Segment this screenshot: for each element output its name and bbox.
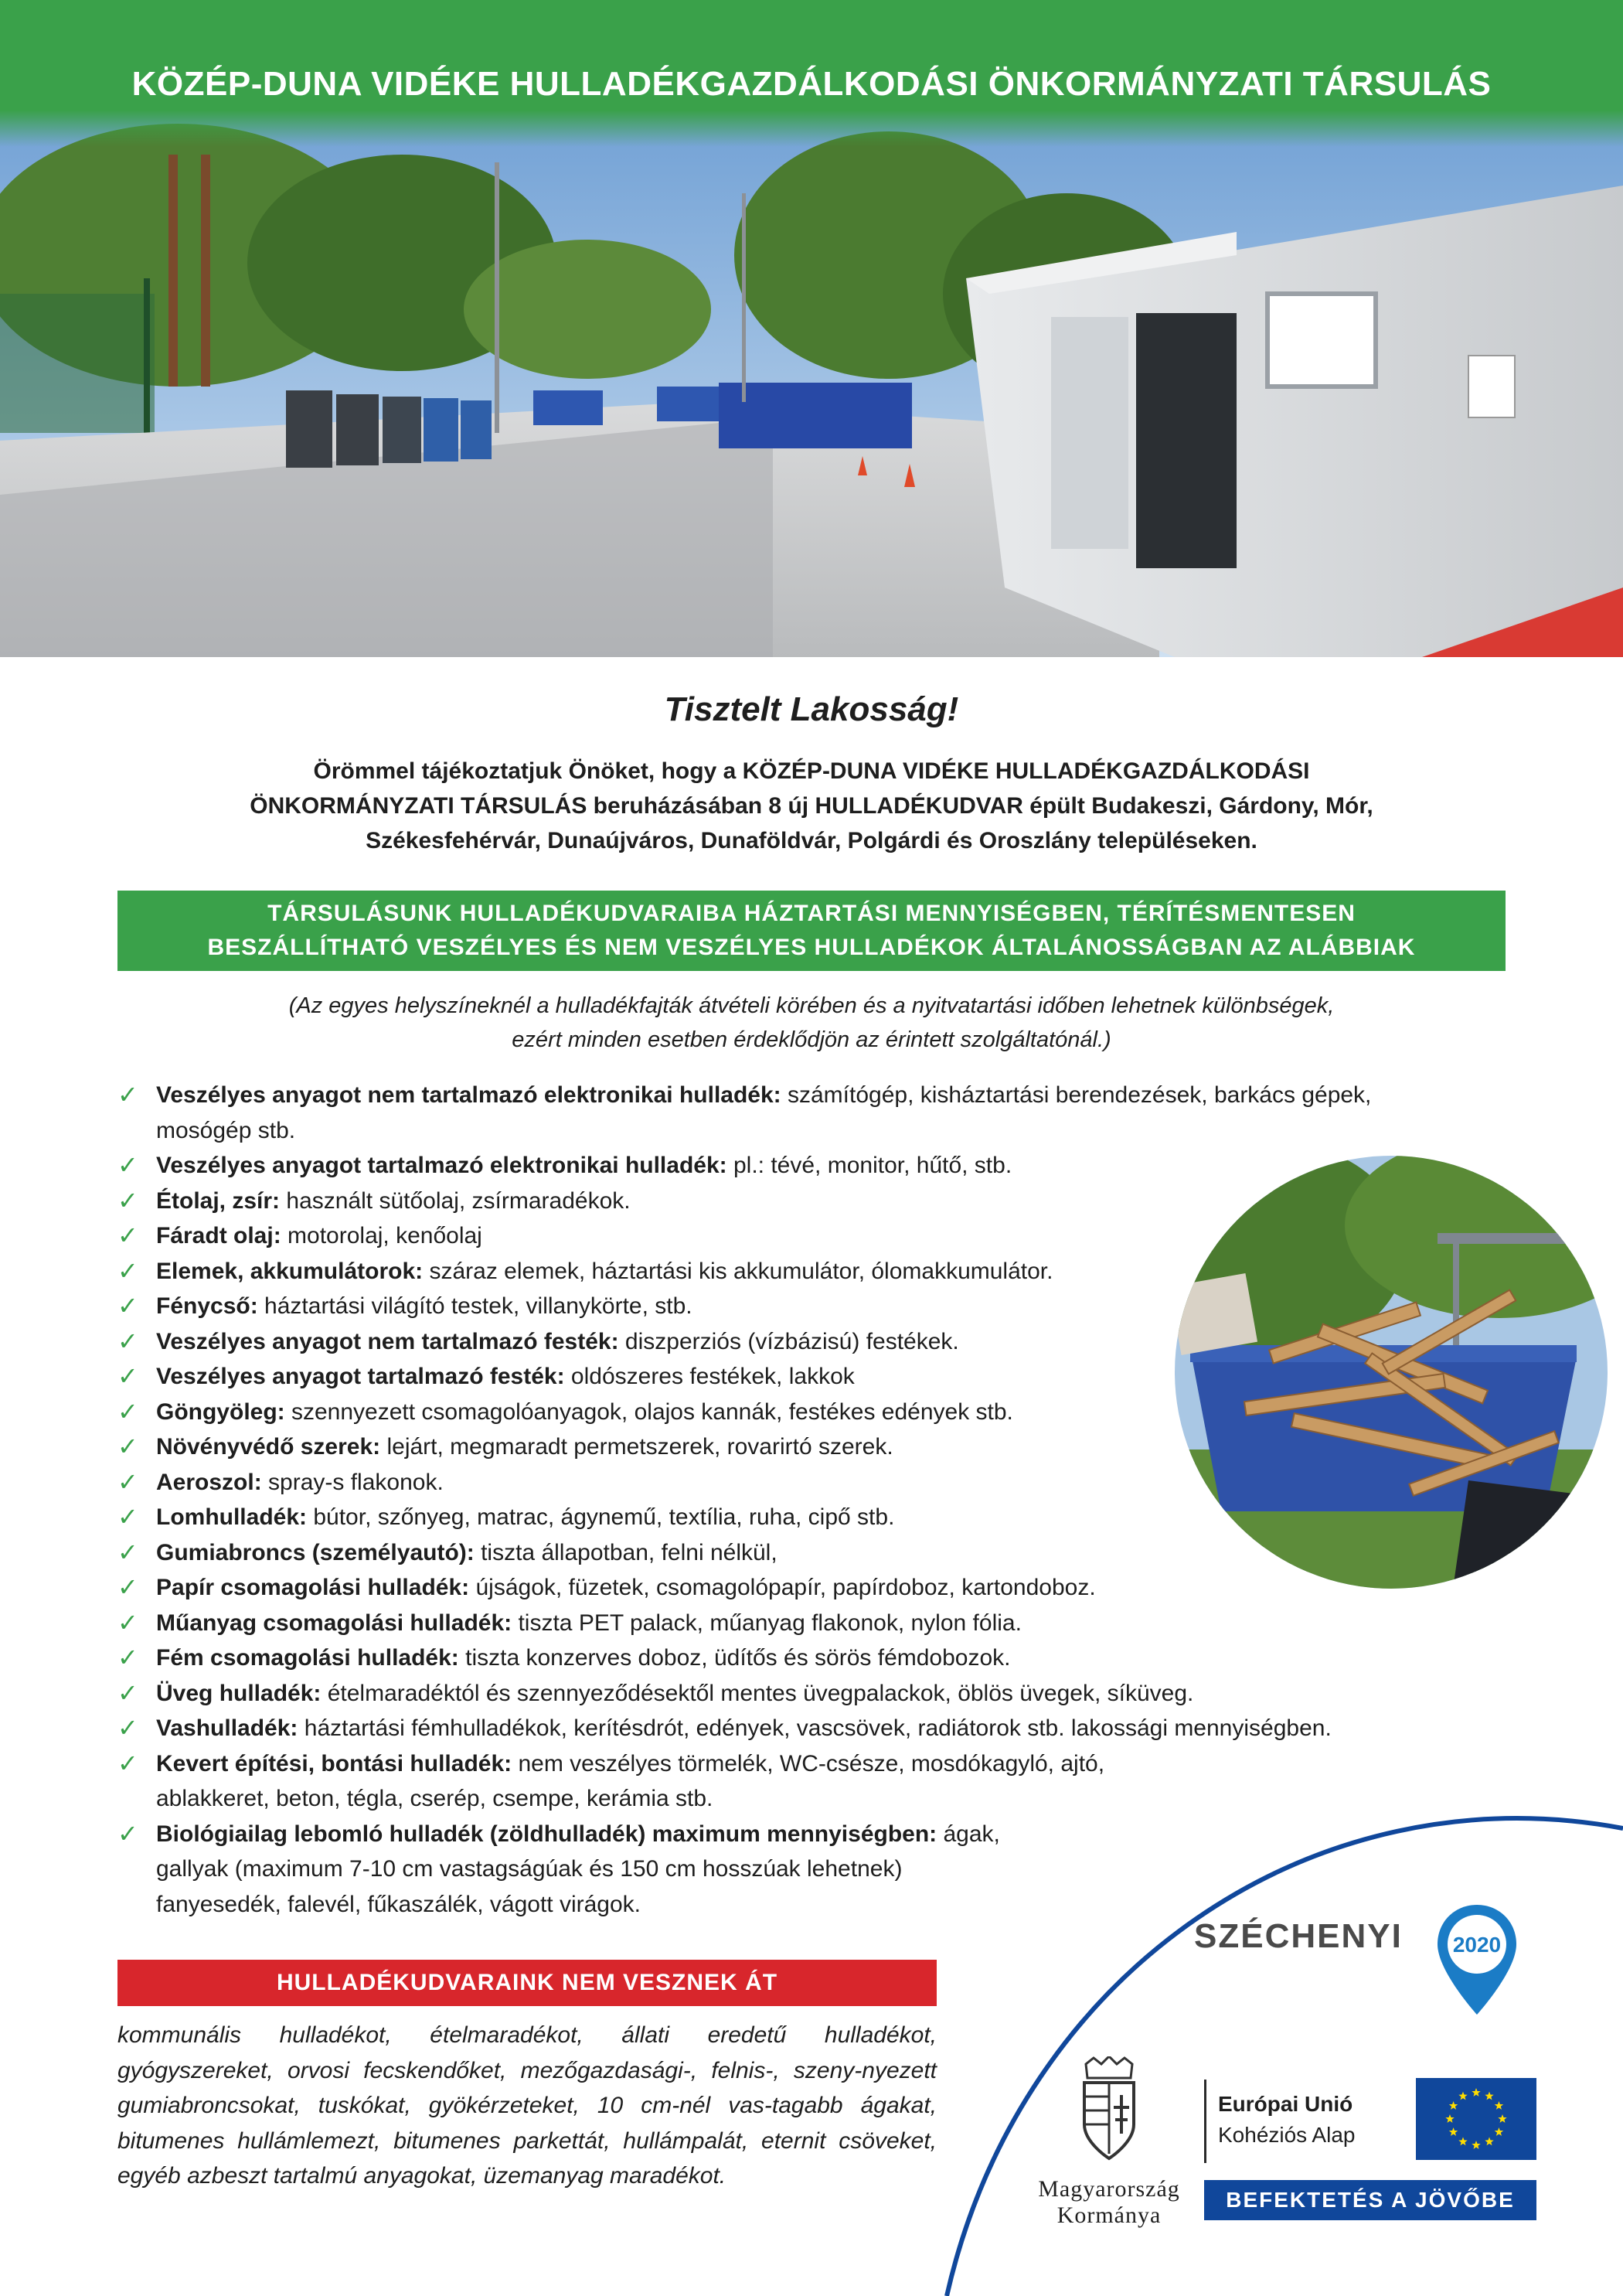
szechenyi-2020-pin-icon [1434,1902,1519,2018]
eu-fund-name: Kohéziós Alap [1218,2123,1356,2147]
list-item [116,1676,1507,1712]
item-text: diszperziós (vízbázisú) festékek. [618,1328,959,1354]
check-icon: ✓ [117,1256,138,1285]
hungarian-coat-of-arms-icon [1070,2056,1148,2165]
intro-line: ÖNKORMÁNYZATI TÁRSULÁS beruházásában 8 új HULLADÉKUDVAR épült Budakeszi, Gárdony, Mór, [250,793,1373,819]
item-text: gallyak (maximum 7-10 cm vastagságúak és 150 cm hosszúak lehetnek) [156,1856,903,1882]
item-text: száraz elemek, háztartási kis akkumulátor, ólomakkumulátor. [423,1258,1053,1284]
intro-line: Székesfehérvár, Dunaújváros, Dunaföldvár, Polgárdi és Oroszlány településeken. [366,828,1257,853]
item-label: Biológiailag lebomló hulladék (zöldhulladék) maximum mennyiségben: [156,1821,937,1847]
list-item [116,1078,1507,1148]
intro-paragraph [193,754,1430,858]
list-item [116,1359,1507,1395]
check-icon: ✓ [117,1467,138,1496]
check-icon: ✓ [117,1714,138,1742]
list-item [116,1711,1507,1746]
item-label: Kevert építési, bontási hulladék: [156,1750,512,1777]
banner-line: BESZÁLLÍTHATÓ VESZÉLYES ÉS NEM VESZÉLYES HULLADÉKOK ÁLTALÁNOSSÁGBAN AZ ALÁBBIAK [207,935,1416,960]
item-label: Műanyag csomagolási hulladék: [156,1610,512,1636]
list-item [116,1746,1507,1817]
item-text: ablakkeret, beton, tégla, cserép, csempe, kerámia stb. [156,1786,713,1811]
item-text: oldószeres festékek, lakkok [564,1364,855,1389]
note-line: ezért minden esetben érdeklődjön az érintett szolgáltatónál.) [512,1027,1111,1052]
disclaimer-note [155,989,1468,1057]
check-icon: ✓ [117,1503,138,1531]
list-item [116,1500,1507,1535]
item-text: tiszta konzerves doboz, üdítős és sörös fémdobozok. [458,1645,1011,1671]
eu-flag-icon [1416,2078,1536,2160]
list-item [116,1817,1507,1923]
item-label: Lomhulladék: [156,1504,308,1530]
list-item [116,1640,1507,1676]
government-name-line: Magyarország [1038,2176,1180,2202]
greeting-heading: Tisztelt Lakosság! [664,690,959,728]
invest-in-future-banner: BEFEKTETÉS A JÖVŐBE [1204,2180,1536,2220]
item-text: ételmaradéktól és szennyeződésektől mentes üvegpalackok, öblös üvegek, síküveg. [321,1680,1194,1706]
list-item [116,1465,1507,1501]
government-name [1005,2176,1213,2229]
szechenyi-logo-text: SZÉCHENYI [1194,1917,1403,1955]
list-item [116,1570,1507,1606]
item-label: Üveg hulladék: [156,1680,322,1706]
item-label: Fénycső: [156,1293,258,1319]
list-item [116,1289,1507,1324]
check-icon: ✓ [117,1573,138,1601]
list-item [116,1148,1507,1184]
item-label: Veszélyes anyagot nem tartalmazó elektronikai hulladék: [156,1082,781,1108]
check-icon: ✓ [117,1644,138,1671]
item-text: ágak, [937,1821,1000,1847]
item-text: spray-s flakonok. [261,1469,444,1495]
check-icon: ✓ [117,1819,138,1848]
check-icon: ✓ [117,1327,138,1355]
item-text: háztartási fémhulladékok, kerítésdrót, edények, vascsövek, radiátorok stb. lakossági mennyiségben. [298,1715,1332,1741]
not-accepted-banner: HULLADÉKUDVARAINK NEM VESZNEK ÁT [117,1960,937,2006]
item-text: szennyezett csomagolóanyagok, olajos kannák, festékes edények stb. [284,1398,1013,1425]
list-item [116,1324,1507,1360]
item-label: Étolaj, zsír: [156,1187,281,1214]
government-name-line: Kormánya [1056,2202,1162,2228]
item-label: Fáradt olaj: [156,1223,281,1248]
item-label: Elemek, akkumulátorok: [156,1258,424,1284]
item-label: Aeroszol: [156,1469,262,1495]
list-item [116,1429,1507,1465]
not-accepted-text: kommunális hulladékot, ételmaradékot, állati eredetű hulladékot, gyógyszereket, orvosi fecskendőket, mezőgazdasági-, felnis-, szeny-nyezett gumiabroncsokat, tuskókat, gyökérzeteket, 10 cm-nél vas-tagabb ágakat, bitumenes hullámlemezt, bitumenes parkettát, hullámpalát, eternit csöveket, egyéb azbeszt tartalmú anyagokat, üzemanyag maradékot. [117,2022,937,2189]
accepted-waste-banner [117,891,1506,971]
list-item [116,1218,1507,1254]
list-item [116,1184,1507,1219]
eu-name: Európai Unió [1218,2092,1353,2116]
accepted-waste-list [116,1078,1507,1922]
banner-line: TÁRSULÁSUNK HULLADÉKUDVARAIBA HÁZTARTÁSI MENNYISÉGBEN, TÉRÍTÉSMENTESEN [267,901,1356,926]
item-text: motorolaj, kenőolaj [281,1223,482,1248]
eu-divider [1204,2080,1206,2163]
intro-line: Örömmel tájékoztatjuk Önöket, hogy a KÖZÉP-DUNA VIDÉKE HULLADÉKGAZDÁLKODÁSI [313,758,1310,784]
item-label: Göngyöleg: [156,1398,285,1425]
item-text: mosógép stb. [156,1117,296,1143]
check-icon: ✓ [117,1081,138,1109]
check-icon: ✓ [117,1221,138,1249]
check-icon: ✓ [117,1538,138,1566]
item-label: Veszélyes anyagot nem tartalmazó festék: [156,1328,619,1354]
item-label: Papír csomagolási hulladék: [156,1575,470,1600]
check-icon: ✓ [117,1186,138,1214]
item-label: Veszélyes anyagot tartalmazó elektronikai hulladék: [156,1153,727,1178]
item-label: Veszélyes anyagot tartalmazó festék: [156,1364,565,1389]
szechenyi-year: 2020 [1452,1933,1502,1957]
item-text: tiszta állapotban, felni nélkül, [474,1539,777,1565]
list-item [116,1254,1507,1289]
check-icon: ✓ [117,1151,138,1179]
item-text: tiszta PET palack, műanyag flakonok, nylon fólia. [512,1610,1022,1636]
item-label: Fém csomagolási hulladék: [156,1645,459,1671]
item-text: használt sütőolaj, zsírmaradékok. [280,1187,631,1214]
check-icon: ✓ [117,1678,138,1707]
check-icon: ✓ [117,1432,138,1460]
list-item [116,1395,1507,1430]
item-text: háztartási világító testek, villanykörte, stb. [257,1293,692,1319]
item-text: újságok, füzetek, csomagolópapír, papírdoboz, kartondoboz. [469,1575,1096,1600]
item-text: fanyesedék, falevél, fűkaszálék, vágott virágok. [156,1891,641,1917]
item-text: bútor, szőnyeg, matrac, ágynemű, textília, ruha, cipő stb. [307,1504,895,1530]
item-text: lejárt, megmaradt permetszerek, rovarirtó szerek. [380,1434,893,1460]
list-item [116,1535,1507,1571]
check-icon: ✓ [117,1362,138,1390]
item-text: pl.: tévé, monitor, hűtő, stb. [726,1153,1012,1178]
check-icon: ✓ [117,1749,138,1777]
item-text: számítógép, kisháztartási berendezések, barkács gépek, [781,1082,1372,1108]
list-item [116,1606,1507,1641]
association-title: KÖZÉP-DUNA VIDÉKE HULLADÉKGAZDÁLKODÁSI ÖNKORMÁNYZATI TÁRSULÁS [131,65,1492,103]
check-icon: ✓ [117,1608,138,1637]
note-line: (Az egyes helyszíneknél a hulladékfajták átvételi körében és a nyitvatartási időben lehetnek különbségek, [288,993,1335,1018]
check-icon: ✓ [117,1397,138,1426]
item-label: Gumiabroncs (személyautó): [156,1539,475,1565]
item-label: Vashulladék: [156,1715,298,1741]
check-icon: ✓ [117,1292,138,1320]
item-text: nem veszélyes törmelék, WC-csésze, mosdókagyló, ajtó, [512,1750,1105,1777]
item-label: Növényvédő szerek: [156,1434,381,1460]
